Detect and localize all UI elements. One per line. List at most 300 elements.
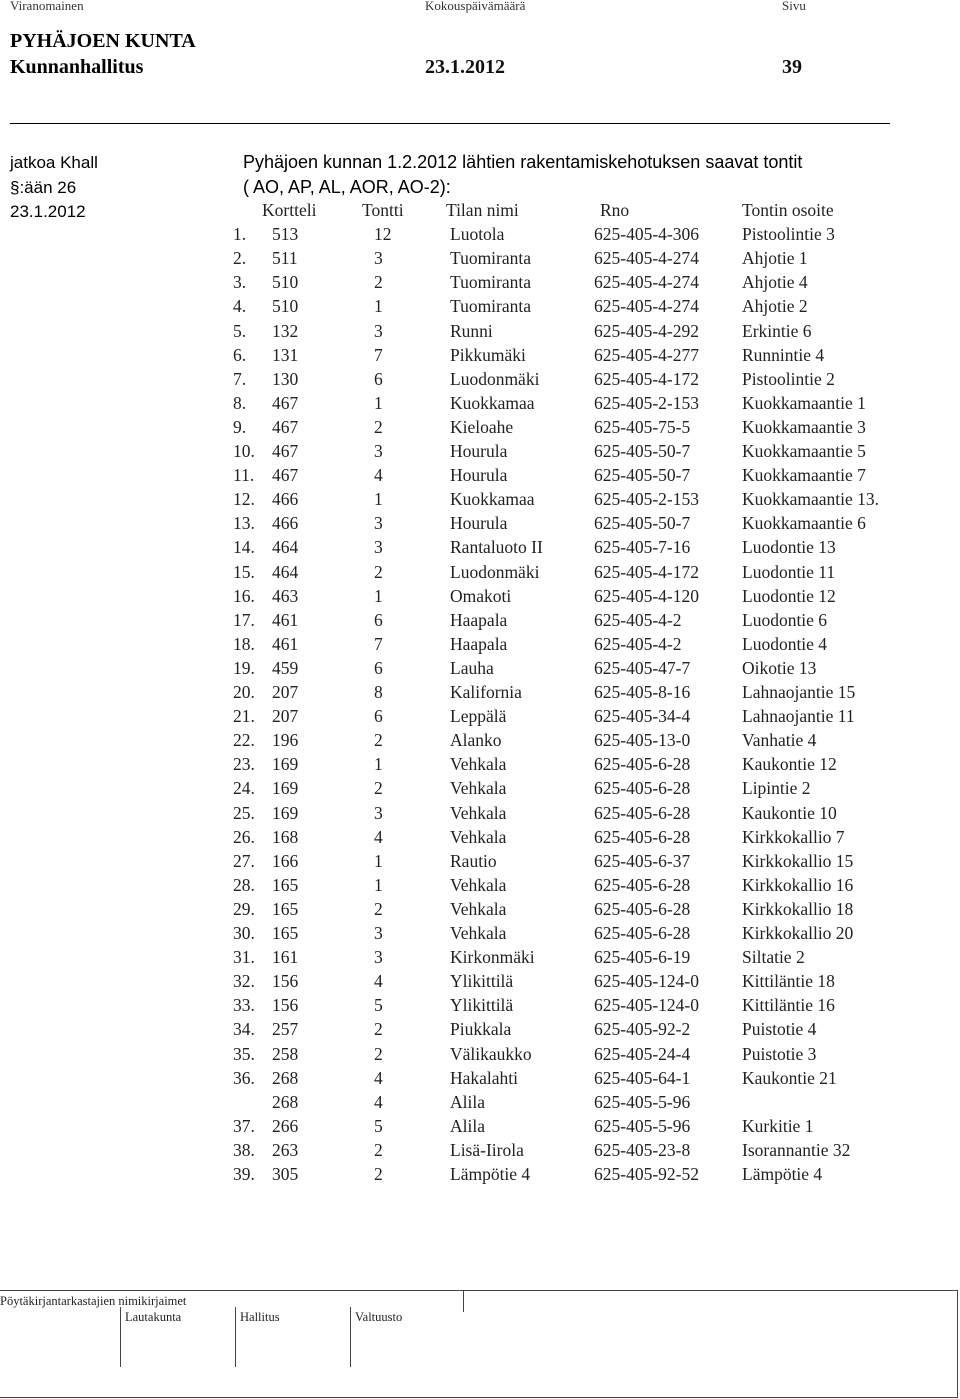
- municipality-name: PYHÄJOEN KUNTA: [10, 30, 196, 52]
- address: Kirkkokallio 7: [742, 826, 845, 847]
- lot-number: 6: [374, 706, 383, 727]
- table-row: [0, 1092, 960, 1116]
- address: Luodontie 13: [742, 537, 836, 558]
- table-row: [0, 947, 960, 971]
- lot-number: 6: [374, 368, 383, 389]
- estate-name: Vehkala: [450, 778, 507, 799]
- signature-field-hallitus: Hallitus: [240, 1310, 280, 1324]
- section-reference: §:ään 26: [10, 178, 77, 197]
- address: Runnintie 4: [742, 344, 825, 365]
- estate-name: Alanko: [450, 730, 502, 751]
- property-id: 625-405-4-274: [594, 272, 699, 293]
- block-number: 510: [272, 272, 299, 293]
- lot-number: 4: [374, 1091, 383, 1112]
- list-subtitle: ( AO, AP, AL, AOR, AO-2):: [243, 177, 451, 197]
- lot-number: 2: [374, 778, 383, 799]
- lot-number: 6: [374, 657, 383, 678]
- row-number: 18.: [233, 633, 255, 654]
- property-id: 625-405-7-16: [594, 537, 691, 558]
- table-row: [0, 706, 960, 730]
- table-header-row: [0, 200, 960, 224]
- property-id: 625-405-34-4: [594, 706, 691, 727]
- signature-divider: [350, 1307, 351, 1367]
- property-id: 625-405-4-274: [594, 248, 699, 269]
- list-title: Pyhäjoen kunnan 1.2.2012 lähtien rakentamiskehotuksen saavat tontit: [243, 152, 803, 172]
- lot-number: 3: [374, 537, 383, 558]
- row-number: 8.: [233, 392, 247, 413]
- estate-name: Tuomiranta: [450, 272, 532, 293]
- estate-name: Vehkala: [450, 826, 507, 847]
- row-number: 29.: [233, 898, 255, 919]
- property-id: 625-405-8-16: [594, 682, 691, 702]
- row-number: 33.: [233, 995, 255, 1016]
- table-row: [0, 465, 960, 489]
- property-id: 625-405-50-7: [594, 513, 691, 534]
- row-number: 6.: [233, 344, 247, 365]
- table-row: [0, 296, 960, 320]
- lot-number: 5: [374, 995, 383, 1016]
- address: Isorannantie 32: [742, 1139, 851, 1160]
- block-number: 196: [272, 730, 299, 751]
- lot-number: 2: [374, 272, 383, 293]
- address: Pistoolintie 2: [742, 368, 835, 389]
- governing-body-name: Kunnanhallitus: [10, 56, 144, 78]
- property-id: 625-405-2-153: [594, 489, 699, 510]
- address: Lipintie 2: [742, 778, 811, 799]
- table-row: [0, 923, 960, 947]
- estate-name: Omakoti: [450, 585, 512, 606]
- estate-name: Hourula: [450, 465, 508, 486]
- property-id: 625-405-6-28: [594, 802, 691, 823]
- header-authority-label: Viranomainen: [10, 0, 84, 13]
- lot-number: 1: [374, 296, 383, 317]
- block-number: 466: [272, 513, 299, 534]
- table-row: [0, 489, 960, 513]
- address: Ahjotie 2: [742, 296, 808, 317]
- estate-name: Tuomiranta: [450, 248, 532, 269]
- lot-number: 3: [374, 513, 383, 534]
- table-row: [0, 1068, 960, 1092]
- block-number: 511: [272, 248, 298, 269]
- property-id: 625-405-5-96: [594, 1091, 691, 1112]
- estate-name: Lisä-Iirola: [450, 1139, 524, 1160]
- table-row: [0, 875, 960, 899]
- property-id: 625-405-6-28: [594, 874, 691, 895]
- property-id: 625-405-50-7: [594, 441, 691, 461]
- address: Luodontie 6: [742, 609, 828, 630]
- lot-number: 3: [374, 320, 383, 341]
- property-id: 625-405-124-0: [594, 971, 699, 992]
- signature-divider: [235, 1307, 236, 1367]
- address: Erkintie 6: [742, 320, 812, 341]
- property-id: 625-405-6-28: [594, 923, 691, 943]
- estate-name: Ylikittilä: [450, 971, 514, 992]
- address: Pistoolintie 3: [742, 224, 835, 245]
- row-number: 27.: [233, 850, 255, 871]
- block-number: 165: [272, 898, 299, 919]
- table-row: [0, 513, 960, 537]
- estate-name: Leppälä: [450, 706, 507, 727]
- row-number: 39.: [233, 1164, 255, 1184]
- footer-divider: [463, 1290, 464, 1312]
- row-number: 7.: [233, 368, 247, 389]
- address: Kirkkokallio 16: [742, 874, 854, 895]
- address: Kuokkamaantie 1: [742, 392, 866, 413]
- lot-number: 3: [374, 947, 383, 968]
- address: Luodontie 12: [742, 585, 836, 606]
- address: Kurkitie 1: [742, 1115, 814, 1136]
- block-number: 169: [272, 802, 299, 823]
- property-id: 625-405-4-172: [594, 561, 699, 582]
- property-id: 625-405-92-2: [594, 1019, 691, 1040]
- block-number: 161: [272, 947, 299, 968]
- lot-number: 12: [374, 224, 392, 245]
- block-number: 156: [272, 995, 299, 1016]
- property-id: 625-405-4-277: [594, 344, 699, 365]
- property-id: 625-405-4-292: [594, 320, 699, 341]
- header-divider: [10, 123, 890, 124]
- lot-number: 1: [374, 585, 383, 606]
- property-id: 625-405-6-28: [594, 778, 691, 799]
- table-row: [0, 1164, 960, 1188]
- table-row: [0, 537, 960, 561]
- row-number: 32.: [233, 971, 255, 992]
- estate-name: Luotola: [450, 224, 505, 245]
- continuation-note: jatkoa Khall: [10, 153, 98, 172]
- lot-number: 7: [374, 633, 383, 654]
- lot-number: 8: [374, 682, 383, 702]
- estate-name: Lämpötie 4: [450, 1164, 531, 1184]
- block-number: 169: [272, 778, 299, 799]
- table-row: [0, 851, 960, 875]
- address: Kuokkamaantie 6: [742, 513, 866, 534]
- row-number: 3.: [233, 272, 247, 293]
- lot-number: 2: [374, 1164, 383, 1184]
- lot-number: 2: [374, 1043, 383, 1064]
- lot-number: 4: [374, 1067, 383, 1088]
- property-id: 625-405-6-37: [594, 850, 691, 871]
- address: Oikotie 13: [742, 657, 817, 678]
- signature-field-lautakunta: Lautakunta: [125, 1310, 182, 1324]
- property-id: 625-405-50-7: [594, 465, 691, 486]
- block-number: 510: [272, 296, 299, 317]
- table-row: [0, 248, 960, 272]
- address: Vanhatie 4: [742, 730, 817, 751]
- estate-name: Välikaukko: [450, 1043, 532, 1064]
- lot-number: 3: [374, 248, 383, 269]
- row-number: 38.: [233, 1139, 255, 1160]
- table-row: [0, 441, 960, 465]
- page-number: 39: [782, 56, 802, 78]
- property-id: 625-405-4-2: [594, 633, 682, 654]
- estate-name: Vehkala: [450, 874, 507, 895]
- address: Kuokkamaantie 5: [742, 441, 866, 461]
- estate-name: Runni: [450, 320, 493, 341]
- table-row: [0, 224, 960, 248]
- estate-name: Haapala: [450, 609, 508, 630]
- lot-number: 3: [374, 441, 383, 461]
- block-number: 467: [272, 416, 299, 437]
- estate-name: Hourula: [450, 513, 508, 534]
- property-id: 625-405-4-274: [594, 296, 699, 317]
- block-number: 461: [272, 609, 299, 630]
- address: Kirkkokallio 20: [742, 923, 854, 943]
- property-id: 625-405-5-96: [594, 1115, 691, 1136]
- address: Kaukontie 21: [742, 1067, 837, 1088]
- row-number: 1.: [233, 224, 247, 245]
- row-number: 30.: [233, 923, 255, 943]
- row-number: 25.: [233, 802, 255, 823]
- property-id: 625-405-47-7: [594, 657, 691, 678]
- property-id: 625-405-4-120: [594, 585, 699, 606]
- property-id: 625-405-6-28: [594, 754, 691, 775]
- block-number: 166: [272, 850, 299, 871]
- block-number: 464: [272, 537, 299, 558]
- row-number: 26.: [233, 826, 255, 847]
- meeting-date: 23.1.2012: [425, 56, 505, 78]
- lot-number: 1: [374, 850, 383, 871]
- estate-name: Kalifornia: [450, 682, 522, 702]
- row-number: 5.: [233, 320, 247, 341]
- block-number: 165: [272, 923, 299, 943]
- row-number: 15.: [233, 561, 255, 582]
- lot-number: 1: [374, 874, 383, 895]
- block-number: 266: [272, 1115, 299, 1136]
- address: Kuokkamaantie 13.: [742, 489, 880, 510]
- address: Kittiläntie 18: [742, 971, 835, 992]
- address: Ahjotie 4: [742, 272, 808, 293]
- estate-name: Kuokkamaa: [450, 392, 535, 413]
- lot-number: 2: [374, 416, 383, 437]
- header-meeting-date-label: Kokouspäivämäärä: [425, 0, 526, 13]
- estate-name: Hakalahti: [450, 1067, 519, 1088]
- lot-number: 2: [374, 898, 383, 919]
- signature-field-valtuusto: Valtuusto: [355, 1310, 403, 1324]
- row-number: 34.: [233, 1019, 255, 1040]
- address: Luodontie 11: [742, 561, 836, 582]
- table-row: [0, 610, 960, 634]
- header-page-label: Sivu: [782, 0, 806, 13]
- block-number: 305: [272, 1164, 299, 1184]
- block-number: 461: [272, 633, 299, 654]
- estate-name: Rautio: [450, 850, 497, 871]
- table-row: [0, 345, 960, 369]
- table-row: [0, 1140, 960, 1164]
- row-number: 35.: [233, 1043, 255, 1064]
- address: Lämpötie 4: [742, 1164, 823, 1184]
- table-row: [0, 1044, 960, 1068]
- estate-name: Kuokkamaa: [450, 489, 535, 510]
- address: Lahnaojantie 11: [742, 706, 855, 727]
- estate-name: Vehkala: [450, 754, 507, 775]
- lot-number: 4: [374, 465, 383, 486]
- footer-initials-label: Pöytäkirjantarkastajien nimikirjaimet: [0, 1294, 187, 1308]
- estate-name: Rantaluoto II: [450, 537, 543, 558]
- address: Kirkkokallio 15: [742, 850, 854, 871]
- block-number: 263: [272, 1139, 299, 1160]
- lot-number: 1: [374, 392, 383, 413]
- block-number: 467: [272, 441, 299, 461]
- lot-number: 2: [374, 561, 383, 582]
- address: Kirkkokallio 18: [742, 898, 854, 919]
- property-id: 625-405-4-172: [594, 368, 699, 389]
- table-row: [0, 899, 960, 923]
- table-row: [0, 971, 960, 995]
- row-number: 4.: [233, 296, 247, 317]
- row-number: 31.: [233, 947, 255, 968]
- block-number: 467: [272, 465, 299, 486]
- block-number: 207: [272, 706, 299, 727]
- table-row: [0, 586, 960, 610]
- estate-name: Pikkumäki: [450, 344, 526, 365]
- lot-number: 7: [374, 344, 383, 365]
- estate-name: Vehkala: [450, 802, 507, 823]
- table-row: [0, 369, 960, 393]
- address: Kaukontie 10: [742, 802, 837, 823]
- property-id: 625-405-4-306: [594, 224, 699, 245]
- table-row: [0, 682, 960, 706]
- table-row: [0, 272, 960, 296]
- block-number: 169: [272, 754, 299, 775]
- header-tontti: Tontti: [362, 200, 404, 220]
- table-row: [0, 827, 960, 851]
- row-number: 11.: [233, 465, 255, 486]
- row-number: 12.: [233, 489, 255, 510]
- row-number: 36.: [233, 1067, 255, 1088]
- table-row: [0, 730, 960, 754]
- lot-number: 1: [374, 754, 383, 775]
- property-id: 625-405-75-5: [594, 416, 691, 437]
- table-row: [0, 634, 960, 658]
- row-number: 2.: [233, 248, 247, 269]
- block-number: 459: [272, 657, 299, 678]
- block-number: 156: [272, 971, 299, 992]
- address: Kuokkamaantie 3: [742, 416, 866, 437]
- row-number: 10.: [233, 441, 255, 461]
- address: Siltatie 2: [742, 947, 805, 968]
- estate-name: Hourula: [450, 441, 508, 461]
- lot-number: 5: [374, 1115, 383, 1136]
- row-number: 17.: [233, 609, 255, 630]
- estate-name: Alila: [450, 1115, 485, 1136]
- block-number: 467: [272, 392, 299, 413]
- estate-name: Haapala: [450, 633, 508, 654]
- estate-name: Lauha: [450, 657, 494, 678]
- block-number: 130: [272, 368, 299, 389]
- signature-divider: [120, 1307, 121, 1367]
- block-number: 466: [272, 489, 299, 510]
- block-number: 207: [272, 682, 299, 702]
- row-number: 19.: [233, 657, 255, 678]
- block-number: 268: [272, 1067, 299, 1088]
- row-number: 21.: [233, 706, 255, 727]
- estate-name: Piukkala: [450, 1019, 512, 1040]
- table-row: [0, 562, 960, 586]
- address: Kaukontie 12: [742, 754, 837, 775]
- header-tontin-osoite: Tontin osoite: [742, 200, 834, 220]
- estate-name: Vehkala: [450, 923, 507, 943]
- table-row: [0, 754, 960, 778]
- property-id: 625-405-64-1: [594, 1067, 691, 1088]
- table-row: [0, 778, 960, 802]
- table-row: [0, 393, 960, 417]
- estate-name: Kieloahe: [450, 416, 514, 437]
- estate-name: Kirkonmäki: [450, 947, 535, 968]
- table-row: [0, 417, 960, 441]
- row-number: 24.: [233, 778, 255, 799]
- property-id: 625-405-92-52: [594, 1164, 699, 1184]
- lot-number: 4: [374, 971, 383, 992]
- property-id: 625-405-124-0: [594, 995, 699, 1016]
- table-row: [0, 1019, 960, 1043]
- estate-name: Tuomiranta: [450, 296, 532, 317]
- address: Puistotie 4: [742, 1019, 817, 1040]
- row-number: 13.: [233, 513, 255, 534]
- address: Kuokkamaantie 7: [742, 465, 866, 486]
- row-number: 20.: [233, 682, 255, 702]
- block-number: 513: [272, 224, 299, 245]
- property-id: 625-405-4-2: [594, 609, 682, 630]
- lot-number: 2: [374, 1139, 383, 1160]
- table-row: [0, 995, 960, 1019]
- lot-number: 3: [374, 802, 383, 823]
- row-number: 14.: [233, 537, 255, 558]
- row-number: 37.: [233, 1115, 255, 1136]
- address: Lahnaojantie 15: [742, 682, 856, 702]
- header-rno: Rno: [600, 200, 630, 220]
- lot-number: 1: [374, 489, 383, 510]
- property-id: 625-405-2-153: [594, 392, 699, 413]
- block-number: 268: [272, 1091, 299, 1112]
- address: Luodontie 4: [742, 633, 828, 654]
- property-id: 625-405-13-0: [594, 730, 691, 751]
- footer: [0, 1290, 960, 1399]
- section-date: 23.1.2012: [10, 202, 86, 221]
- lot-number: 2: [374, 1019, 383, 1040]
- block-number: 257: [272, 1019, 299, 1040]
- property-id: 625-405-6-19: [594, 947, 691, 968]
- estate-name: Ylikittilä: [450, 995, 514, 1016]
- lot-number: 2: [374, 730, 383, 751]
- table-row: [0, 1116, 960, 1140]
- table-row: [0, 658, 960, 682]
- row-number: 22.: [233, 730, 255, 751]
- estate-name: Luodonmäki: [450, 368, 540, 389]
- block-number: 131: [272, 344, 299, 365]
- address: Ahjotie 1: [742, 248, 808, 269]
- address: Kittiläntie 16: [742, 995, 835, 1016]
- property-id: 625-405-24-4: [594, 1043, 691, 1064]
- row-number: 23.: [233, 754, 255, 775]
- block-number: 168: [272, 826, 299, 847]
- property-id: 625-405-23-8: [594, 1139, 691, 1160]
- header-tilan-nimi: Tilan nimi: [446, 200, 519, 220]
- block-number: 258: [272, 1043, 299, 1064]
- property-id: 625-405-6-28: [594, 898, 691, 919]
- address: Puistotie 3: [742, 1043, 817, 1064]
- lot-number: 6: [374, 609, 383, 630]
- table-row: [0, 321, 960, 345]
- header-kortteli: Kortteli: [262, 200, 317, 220]
- block-number: 464: [272, 561, 299, 582]
- property-id: 625-405-6-28: [594, 826, 691, 847]
- row-number: 28.: [233, 874, 255, 895]
- block-number: 132: [272, 320, 299, 341]
- estate-name: Luodonmäki: [450, 561, 540, 582]
- block-number: 463: [272, 585, 299, 606]
- row-number: 9.: [233, 416, 247, 437]
- row-number: 16.: [233, 585, 255, 606]
